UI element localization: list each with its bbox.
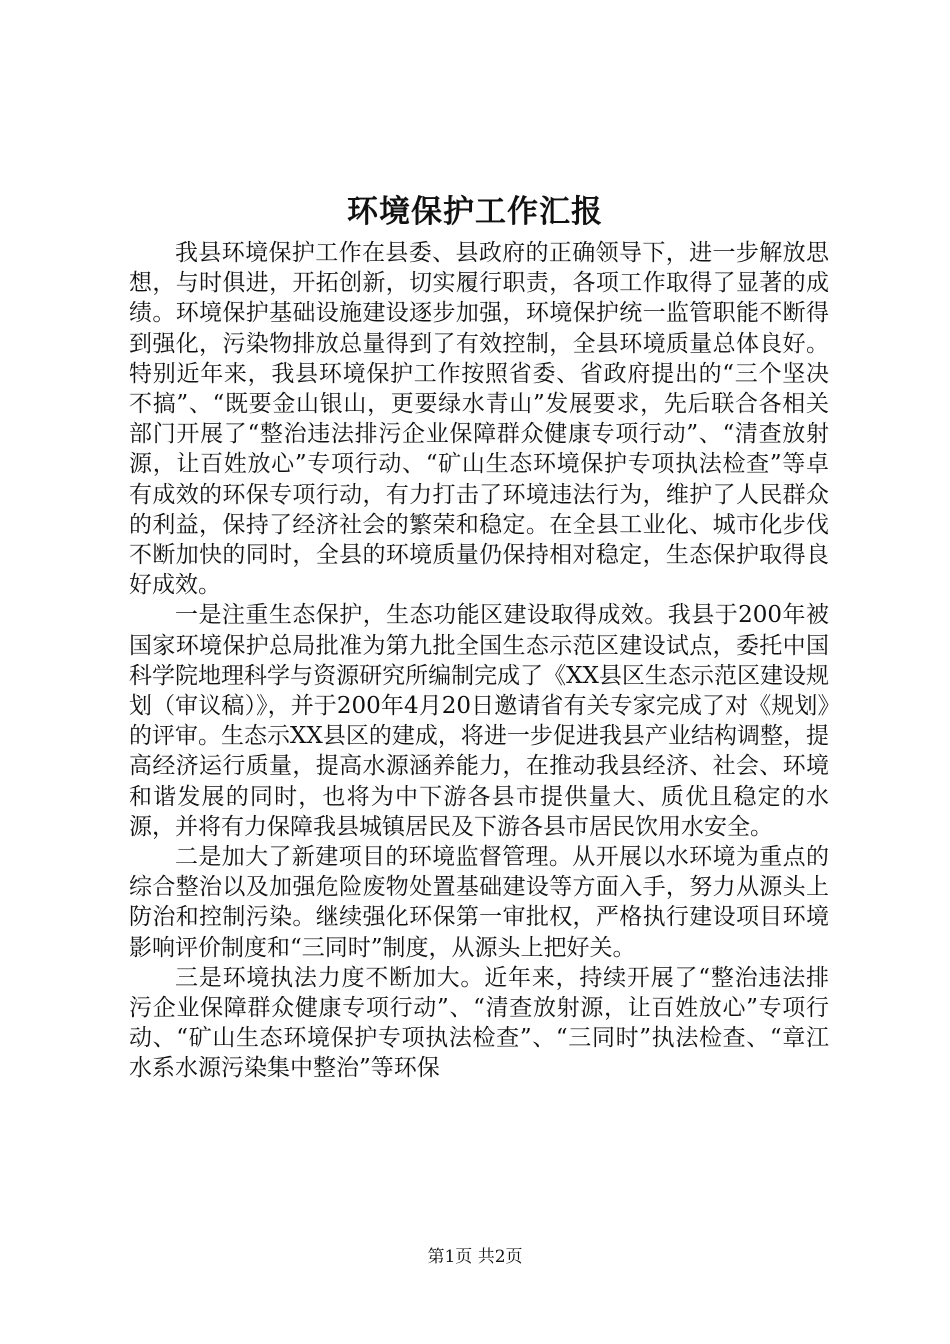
paragraph-ecology: 一是注重生态保护，生态功能区建设取得成效。我县于200年被国家环境保护总局批准为第九批全国生态示范区建设试点，委托中国科学院地理科学与资源研究所编制完成了《XX县区生态示范区建设规划（审议稿）》，并于200年4月20日邀请省有关专家完成了对《规划》的评审。生态示XX县区的建成，将进一步促进我县产业结构调整，提高经济运行质量，提高水源涵养能力，在推动我县经济、社会、环境和谐发展的同时，也将为中下游各县市提供量大、质优且稳定的水源，并将有力保障我县城镇居民及下游各县市居民饮用水安全。: [129, 602, 829, 840]
paragraph-enforcement: 三是环境执法力度不断加大。近年来，持续开展了“整治违法排污企业保障群众健康专项行动”、“清查放射源，让百姓放心”专项行动、“矿山生态环境保护专项执法检查”、“三同时”执法检查、“章江水系水源污染集中整治”等环保: [129, 964, 829, 1082]
paragraph-supervision: 二是加大了新建项目的环境监督管理。从开展以水环境为重点的综合整治以及加强危险废物处置基础建设等方面入手，努力从源头上防治和控制污染。继续强化环保第一审批权，严格执行建设项目环境影响评价制度和“三同时”制度，从源头上把好关。: [129, 844, 829, 961]
page-footer: 第1页 共2页: [427, 1247, 523, 1267]
paragraph-intro: 我县环境保护工作在县委、县政府的正确领导下，进一步解放思想，与时俱进，开拓创新，切实履行职责，各项工作取得了显著的成绩。环境保护基础设施建设逐步加强，环境保护统一监管职能不断得到强化，污染物排放总量得到了有效控制，全县环境质量总体良好。特别近年来，我县环境保护工作按照省委、省政府提出的“三个坚决不搞”、“既要金山银山，更要绿水青山”发展要求，先后联合各相关部门开展了“整治违法排污企业保障群众健康专项行动”、“清查放射源，让百姓放心”专项行动、“矿山生态环境保护专项执法检查”等卓有成效的环保专项行动，有力打击了环境违法行为，维护了人民群众的利益，保持了经济社会的繁荣和稳定。在全县工业化、城市化步伐不断加快的同时，全县的环境质量仍保持相对稳定，生态保护取得良好成效。: [129, 240, 829, 599]
document-title: 环境保护工作汇报: [347, 194, 603, 230]
document-body: [129, 238, 829, 1084]
